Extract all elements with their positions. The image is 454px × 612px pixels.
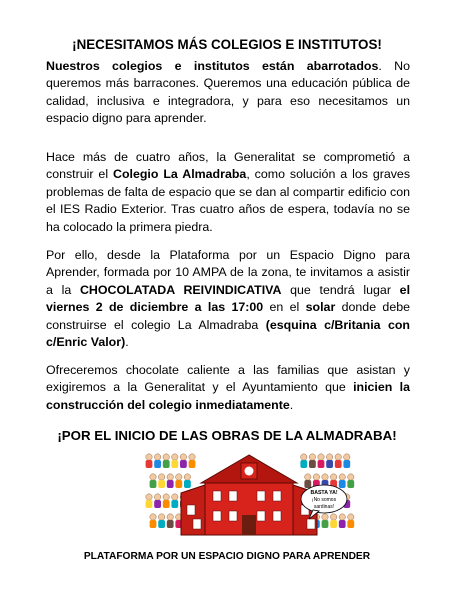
person-head-icon: [339, 474, 345, 480]
person-body-icon: [180, 460, 187, 468]
person-body-icon: [146, 500, 153, 508]
person-body-icon: [300, 460, 307, 468]
person-head-icon: [150, 514, 156, 520]
bold-text: (esquina c/Britania con c/Enric Valor): [46, 317, 410, 350]
person-head-icon: [313, 474, 319, 480]
body-text: Ofreceremos chocolate caliente a las familias que asistan y exigiremos a la Generalitat y el Ayuntamiento que: [46, 363, 410, 395]
person-body-icon: [309, 460, 316, 468]
person-body-icon: [343, 460, 350, 468]
body-text: , como solución a los graves problemas de falta de espacio que se dan al compartir edificio con el IES Radio Exterior. Tras cuatro años de espera, todavía no se ha colocado la primera piedra.: [46, 167, 411, 234]
flyer-title: ¡NECESITAMOS MÁS COLEGIOS E INSTITUTOS!: [72, 37, 382, 52]
body-text: . No queremos más barracones. Queremos una educación pública de calidad, inclusiva e integradora, y para eso necesitamos un espacio digno para aprender.: [46, 59, 410, 126]
school-window-icon: [307, 519, 315, 529]
person-body-icon: [184, 480, 191, 488]
school-crowd-illustration: [143, 449, 356, 545]
school-window-icon: [193, 519, 201, 529]
school-window-icon: [229, 511, 237, 521]
school-window-icon: [213, 491, 221, 501]
paragraph-demand: [46, 362, 410, 414]
person-head-icon: [189, 454, 195, 460]
person-head-icon: [344, 454, 350, 460]
school-building-icon: [181, 455, 317, 535]
person-body-icon: [163, 460, 170, 468]
person-head-icon: [348, 514, 354, 520]
person-body-icon: [318, 460, 325, 468]
person-head-icon: [339, 514, 345, 520]
person-body-icon: [189, 460, 196, 468]
person-body-icon: [347, 520, 354, 528]
person-head-icon: [163, 454, 169, 460]
person-head-icon: [167, 514, 173, 520]
school-window-icon: [257, 491, 265, 501]
body-text: que tendrá lugar: [281, 282, 400, 297]
bold-text: Nuestros colegios e institutos están abarrotados: [46, 59, 379, 73]
person-head-icon: [318, 454, 324, 460]
body-text: .: [125, 335, 129, 350]
person-head-icon: [146, 494, 152, 500]
person-head-icon: [154, 494, 160, 500]
paragraph-intro: [46, 58, 410, 128]
person-head-icon: [301, 454, 307, 460]
paragraph-invitation: [46, 247, 410, 351]
bold-text: inicien la construcción del colegio inmediatamente: [46, 380, 410, 412]
person-head-icon: [176, 474, 182, 480]
school-window-icon: [273, 491, 281, 501]
person-head-icon: [154, 454, 160, 460]
school-window-icon: [257, 511, 265, 521]
bold-text: Colegio La Almadraba: [113, 167, 247, 182]
body-text: en el: [263, 300, 306, 315]
person-body-icon: [146, 460, 153, 468]
person-head-icon: [330, 514, 336, 520]
person-body-icon: [167, 520, 174, 528]
person-head-icon: [172, 454, 178, 460]
person-body-icon: [339, 480, 346, 488]
bold-text: CHOCOLATADA REIVINDICATIVA: [79, 282, 282, 297]
slogan: ¡POR EL INICIO DE LAS OBRAS DE LA ALMADRABA!: [57, 428, 397, 443]
bold-text: el viernes 2 de diciembre a las 17:00: [46, 282, 411, 315]
person-head-icon: [322, 514, 328, 520]
body-text: .: [289, 397, 294, 412]
person-body-icon: [154, 500, 161, 508]
person-head-icon: [335, 454, 341, 460]
person-head-icon: [330, 474, 336, 480]
person-head-icon: [158, 514, 164, 520]
person-body-icon: [167, 480, 174, 488]
bold-text: solar: [305, 300, 336, 315]
person-head-icon: [167, 474, 173, 480]
person-body-icon: [158, 520, 165, 528]
person-body-icon: [163, 500, 170, 508]
person-body-icon: [347, 480, 354, 488]
person-head-icon: [150, 474, 156, 480]
person-body-icon: [150, 480, 157, 488]
person-head-icon: [146, 454, 152, 460]
person-head-icon: [172, 494, 178, 500]
bubble-text-2: ¡No somos: [311, 497, 337, 503]
bubble-text-1: BASTA YA!: [310, 490, 338, 496]
school-window-icon: [187, 505, 195, 515]
person-body-icon: [339, 520, 346, 528]
person-head-icon: [326, 454, 332, 460]
school-window-icon: [213, 511, 221, 521]
person-body-icon: [322, 520, 329, 528]
paragraph-history: [46, 149, 410, 236]
person-body-icon: [330, 520, 337, 528]
school-window-icon: [229, 491, 237, 501]
person-body-icon: [335, 460, 342, 468]
person-body-icon: [175, 480, 182, 488]
body-text: Hace más de cuatro años, la Generalitat se comprometió a construir el: [46, 150, 410, 182]
person-head-icon: [184, 474, 190, 480]
person-body-icon: [158, 480, 165, 488]
body-text: donde debe construirse el colegio La Almadraba: [46, 300, 410, 332]
person-body-icon: [326, 460, 333, 468]
school-window-icon: [273, 511, 281, 521]
person-body-icon: [304, 480, 311, 488]
person-head-icon: [180, 454, 186, 460]
person-head-icon: [348, 474, 354, 480]
person-head-icon: [309, 454, 315, 460]
body-text: Por ello, desde la Plataforma por un Espacio Digno para Aprender, formada por 10 AMPA de la zona, te invitamos a asistir a la: [46, 248, 410, 297]
person-body-icon: [150, 520, 157, 528]
person-head-icon: [163, 494, 169, 500]
person-body-icon: [171, 500, 178, 508]
footer-signature: PLATAFORMA POR UN ESPACIO DIGNO PARA APRENDER: [83, 551, 371, 562]
person-head-icon: [322, 474, 328, 480]
person-head-icon: [158, 474, 164, 480]
person-head-icon: [305, 474, 311, 480]
person-body-icon: [154, 460, 161, 468]
bubble-text-3: sardinas!: [313, 504, 335, 510]
person-body-icon: [171, 460, 178, 468]
